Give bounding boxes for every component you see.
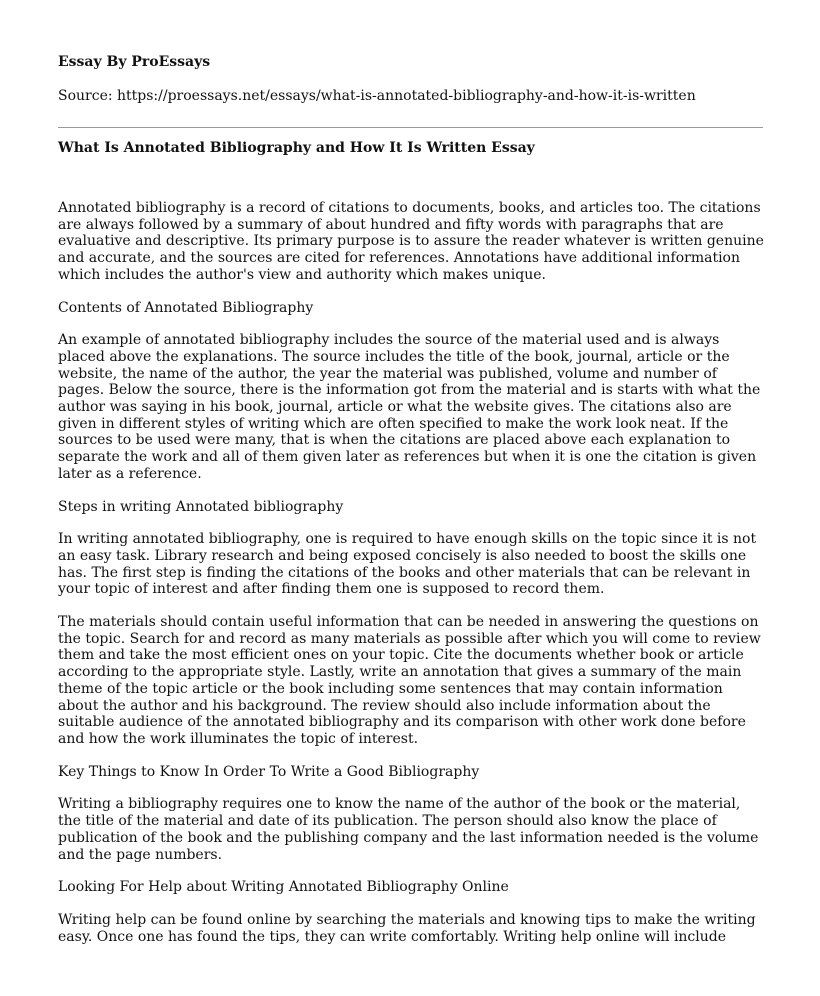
section-heading: Key Things to Know In Order To Write a Good Bibliography <box>58 763 480 780</box>
header-divider <box>58 127 763 128</box>
body-paragraph: An example of annotated bibliography includes the source of the material used and is always placed above the explanations. The source includes the title of the book, journal, article or the website, the name of the author, the year the material was published, volume and number of pages. Below the source, there is the information got from the material and is starts with what the author was saying in his book, journal, article or what the website gives. The citations also are given in different styles of writing which are often specified to make the work look neat. If the sources to be used were many, that is when the citations are placed above each explanation to separate the work and all of them given later as references but when it is one the citation is given later as a reference. <box>58 332 761 482</box>
section-heading: Steps in writing Annotated bibliography <box>58 498 344 515</box>
section-heading: Contents of Annotated Bibliography <box>58 299 314 316</box>
body-paragraph: Annotated bibliography is a record of citations to documents, books, and articles too. The citations are always followed by a summary of about hundred and fifty words with paragraphs that are evaluative and descriptive. Its primary purpose is to assure the reader whatever is written genuine and accurate, and the sources are cited for references. Annotations have additional information which includes the author's view and authority which makes unique. <box>58 200 764 283</box>
section-heading: Looking For Help about Writing Annotated Bibliography Online <box>58 879 509 896</box>
essay-title: What Is Annotated Bibliography and How It Is Written Essay <box>58 140 535 156</box>
body-paragraph: Writing a bibliography requires one to know the name of the author of the book or the material, the title of the material and date of its publication. The person should also know the place of publication of the book and the publishing company and the last information needed is the volume and the page numbers. <box>58 796 759 863</box>
body-paragraph: Writing help can be found online by searching the materials and knowing tips to make the writing easy. Once one has found the tips, they can write comfortably. Writing help online will include <box>58 911 756 945</box>
site-title: Essay By ProEssays <box>58 54 211 70</box>
essay-body <box>58 200 766 961</box>
body-paragraph: In writing annotated bibliography, one is required to have enough skills on the topic since it is not an easy task. Library research and being exposed concisely is also needed to boost the skills one has. The first step is finding the citations of the books and other materials that can be relevant in your topic of interest and after finding them one is supposed to record them. <box>58 531 757 598</box>
source-line: Source: https://proessays.net/essays/what-is-annotated-bibliography-and-how-it-is-written <box>58 88 696 104</box>
document-header <box>58 52 768 106</box>
body-paragraph: The materials should contain useful information that can be needed in answering the questions on the topic. Search for and record as many materials as possible after which you will come to review them and take the most efficient ones on your topic. Cite the documents whether book or article according to the appropriate style. Lastly, write an annotation that gives a summary of the main theme of the topic article or the book including some sentences that may contain information about the author and his background. The review should also include information about the suitable audience of the annotated bibliography and its comparison with other work done before and how the work illuminates the topic of interest. <box>58 614 761 747</box>
